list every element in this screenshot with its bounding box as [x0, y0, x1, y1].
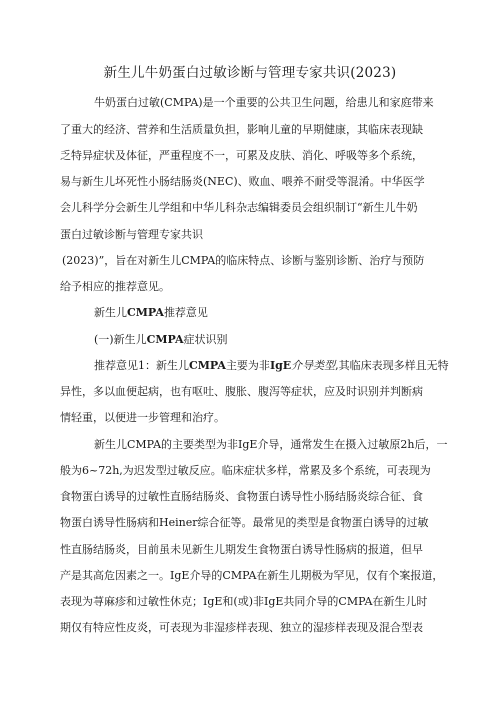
paragraph-line: 表现为荨麻疹和过敏性休克；IgE和(或)非IgE共同介导的CMPA在新生儿时 [60, 595, 428, 608]
paragraph-line: 般为6~72h,为迟发型过敏反应。临床症状多样，常累及多个系统，可表现为 [60, 464, 431, 477]
intro-line: 给予相应的推荐意见。 [60, 280, 170, 293]
section-heading-prefix: 新生儿 [94, 306, 127, 319]
paragraph-line: 物蛋白诱导性肠病和Heiner综合征等。最常见的类型是食物蛋白诱导的过敏 [60, 516, 429, 529]
paragraph-line: 产是其高危因素之一。IgE介导的CMPA在新生儿期极为罕见，仅有个案报道， [60, 569, 444, 582]
intro-line: 会儿科学分会新生儿学组和中华儿科杂志编辑委员会组织制订“新生儿牛奶 [60, 201, 418, 214]
subsection-heading-bold: CMPA [146, 333, 184, 346]
recommendation-bold: IgE [269, 359, 292, 372]
intro-line: 了重大的经济、营养和生活质量负担，影响儿童的早期健康，其临床表现缺 [60, 123, 423, 136]
recommendation-text: 新生儿 [156, 359, 189, 372]
recommendation-line: 异性，多以血便起病，也有呕吐、腹胀、腹泻等症状，应及时识别并判断病 [60, 385, 423, 398]
recommendation-text: 主要为非 [225, 359, 270, 372]
intro-line: 牛奶蛋白过敏(CMPA)是一个重要的公共卫生问题，给患儿和家庭带来 [94, 96, 434, 109]
section-heading-suffix: 推荐意见 [163, 306, 208, 319]
intro-line: 易与新生儿坏死性小肠结肠炎(NEC)、败血、喂养不耐受等混淆。中华医学 [60, 175, 425, 188]
intro-line: 乏特异症状及体征，严重程度不一，可累及皮肤、消化、呼吸等多个系统， [60, 149, 423, 162]
intro-line: (2023)”，旨在对新生儿CMPA的临床特点、诊断与鉴别诊断、治疗与预防 [62, 254, 425, 267]
recommendation-text: ,其临床表现多样且无特 [335, 359, 449, 372]
recommendation-line [94, 359, 449, 373]
document-title: 新生儿牛奶蛋白过敏诊断与管理专家共识(2023) [103, 65, 397, 81]
subsection-heading-prefix: (一)新生儿 [94, 333, 147, 346]
recommendation-bold: CMPA [189, 359, 226, 372]
section-heading [94, 306, 208, 320]
subsection-heading-suffix: 症状识别 [183, 333, 228, 346]
paragraph-line: 期仅有特应性皮炎，可表现为非湿疹样表现、独立的湿疹样表现及混合型表 [60, 621, 423, 634]
paragraph-line: 新生儿CMPA的主要类型为非IgE介导，通常发生在摄入过敏原2h后，一 [94, 438, 448, 451]
recommendation-italic: 介导类型 [291, 359, 336, 372]
recommendation-line: 情轻重，以便进一步管理和治疗。 [60, 411, 225, 424]
intro-line: 蛋白过敏诊断与管理专家共识 [60, 228, 203, 241]
subsection-heading [94, 333, 228, 347]
recommendation-label: 推荐意见1： [94, 359, 156, 372]
paragraph-line: 食物蛋白诱导的过敏性直肠结肠炎、食物蛋白诱导性小肠结肠炎综合征、食 [60, 490, 423, 503]
paragraph-line: 性直肠结肠炎，目前虽未见新生儿期发生食物蛋白诱导性肠病的报道，但早 [60, 543, 423, 556]
section-heading-bold: CMPA [127, 306, 164, 319]
